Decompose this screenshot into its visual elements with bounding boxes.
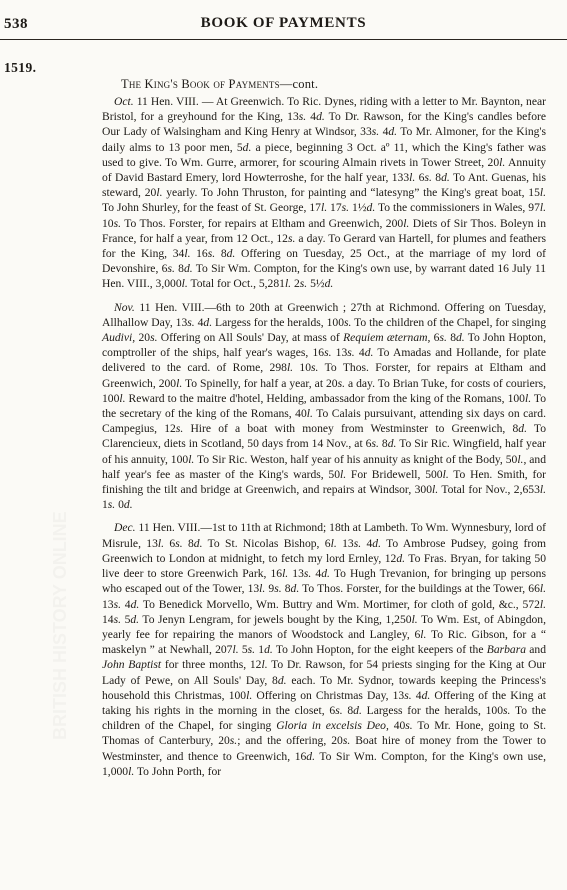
year-label: 1519. bbox=[4, 60, 37, 75]
paragraph-lead: Oct. bbox=[114, 95, 134, 108]
page-number: 538 bbox=[4, 16, 28, 32]
paragraph-lead: Dec. bbox=[114, 521, 136, 535]
watermark-text: BRITISH HISTORY ONLINE bbox=[50, 511, 70, 740]
section-title-suffix: —cont. bbox=[279, 77, 319, 91]
paragraph-october bbox=[102, 94, 546, 292]
paragraph-text: 11 Hen. VIII.—6th to 20th at Greenwich ; 27th at Richmond. Offering on Tuesday, Allhallow Day, 13s. 4d. Largess for the heralds, 100s. To the children of the Chapel, for singing Audivi, 20s. Offering on All Souls' Day, at mass of Requiem æternam, 6s. 8d. To John Hopton, comptroller of the ships, half year's wages, 16s. 13s. 4d. To Amadas and Hollande, for plate delivered to the card. of Rome, 298l. 10s. To Thos. Forster, for repairs at Eltham and Greenwich, 200l. To Spinelly, for half a year, at 20s. a day. To Brian Tuke, for costs of couriers, 100l. Reward to the maitre d'hotel, Helding, ambassador from the king of the Romans, 100l. To the secretary of the king of the Romans, 40l. To Calais pursuivant, attending six days on card. Campegius, 12s. Hire of a boat with money from Westminster to Greenwich, 8d. To Clarencieux, diets in Scotland, 50 days from 14 Nov., at 6s. 8d. To Sir Ric. Wingfield, half year of his annuity, 100l. To Sir Ric. Weston, half year of his annuity as knight of the Body, 50l., and half year's fee as master of the King's wards, 50l. For Bridewell, 500l. To Hen. Smith, for finishing the tilt and bridge at Greenwich, and repairs at Windsor, 300l. Total for Nov., 2,653l. 1s. 0d. bbox=[102, 300, 547, 512]
header-rule bbox=[0, 39, 567, 40]
watermark bbox=[10, 360, 100, 740]
paragraph-december bbox=[102, 520, 546, 778]
paragraph-lead: Nov. bbox=[114, 300, 135, 314]
section-title-main: The King's Book of Payments bbox=[121, 77, 280, 91]
document-body bbox=[102, 94, 546, 787]
running-head: BOOK OF PAYMENTS bbox=[200, 15, 367, 31]
paragraph-text: 11 Hen. VIII. — At Greenwich. To Ric. Dynes, riding with a letter to Mr. Baynton, near Bristol, for a greyhound for the King, 13s. 4d. To Dr. Rawson, for the King's candles before Our Lady of Walsingham and King Henry at Windsor, 33s. 4d. To Mr. Almoner, for the King's daily alms to 13 poor men, 5d. a piece, beginning 3 Oct. aº 11, which the King's father was used to give. To Wm. Gurre, armorer, for scouring Almain rivets in Tower Street, 20l. Annuity of David Bastard Emery, lord Howterroshe, for the half year, 133l. 6s. 8d. To Ant. Guenas, his steward, 20l. yearly. To John Thruston, for painting and “latesyng” the King's great boat, 15l. To John Shurley, for the feast of St. George, 17l. 17s. 1½d. To the commissioners in Wales, 97l. 10s. To Thos. Forster, for repairs at Eltham and Greenwich, 200l. Diets of Sir Thos. Boleyn in France, for half a year, from 12 Oct., 12s. a day. To Gerard van Hartell, for plumes and feathers for the King, 34l. 16s. 8d. Offering on Tuesday, 25 Oct., at the marriage of my lord of Devonshire, 6s. 8d. To Sir Wm. Compton, for the King's own use, by warrant dated 16 July 11 Hen. VIII., 3,000l. Total for Oct., 5,281l. 2s. 5½d. bbox=[102, 95, 547, 291]
paragraph-november bbox=[102, 300, 546, 513]
section-title bbox=[121, 77, 318, 92]
page-header bbox=[0, 0, 567, 58]
paragraph-text: 11 Hen. VIII.—1st to 11th at Richmond; 18th at Lambeth. To Wm. Wynnesbury, lord of Misrule, 13l. 6s. 8d. To St. Nicolas Bishop, 6l. 13s. 4d. To Ambrose Pudsey, going from Greenwich to London at midnight, to fetch my lord Ernley, 12d. To Fras. Bryan, for taking 50 live deer to store Greenwich Park, 16l. 13s. 4d. To Hugh Trevanion, for bringing up persons who escaped out of the Tower, 13l. 9s. 8d. To Thos. Forster, for the buildings at the Tower, 66l. 13s. 4d. To Benedick Morvello, Wm. Buttry and Wm. Mortimer, for cloth of gold, &c., 572l. 14s. 5d. To Jenyn Lengram, for jewels bought by the King, 1,250l. To Wm. Est, of Abingdon, yearly fee for repairing the manors of Woodstock and Langley, 6l. To Ric. Gibson, for a “ maskelyn ” at Newhall, 207l. 5s. 1d. To John Hopton, for the eight keepers of the Barbara and John Baptist for three months, 12l. To Dr. Rawson, for 54 priests singing for the King at Our Lady of Pewe, on All Souls' Day, 8d. each. To Mr. Sydnor, towards keeping the Princess's household this Christmas, 100l. Offering on Christmas Day, 13s. 4d. Offering of the King at taking his rights in the morning in the closet, 6s. 8d. Largess for the heralds, 100s. To the children of the Chapel, for singing Gloria in excelsis Deo, 40s. To Mr. Hone, going to St. Thomas of Canterbury, 20s.; and the offering, 20s. Boat hire of money from the Tower to Westminster, and thence to Greenwich, 16d. To Sir Wm. Compton, for the King's own use, 1,000l. To John Porth, for bbox=[102, 521, 547, 778]
